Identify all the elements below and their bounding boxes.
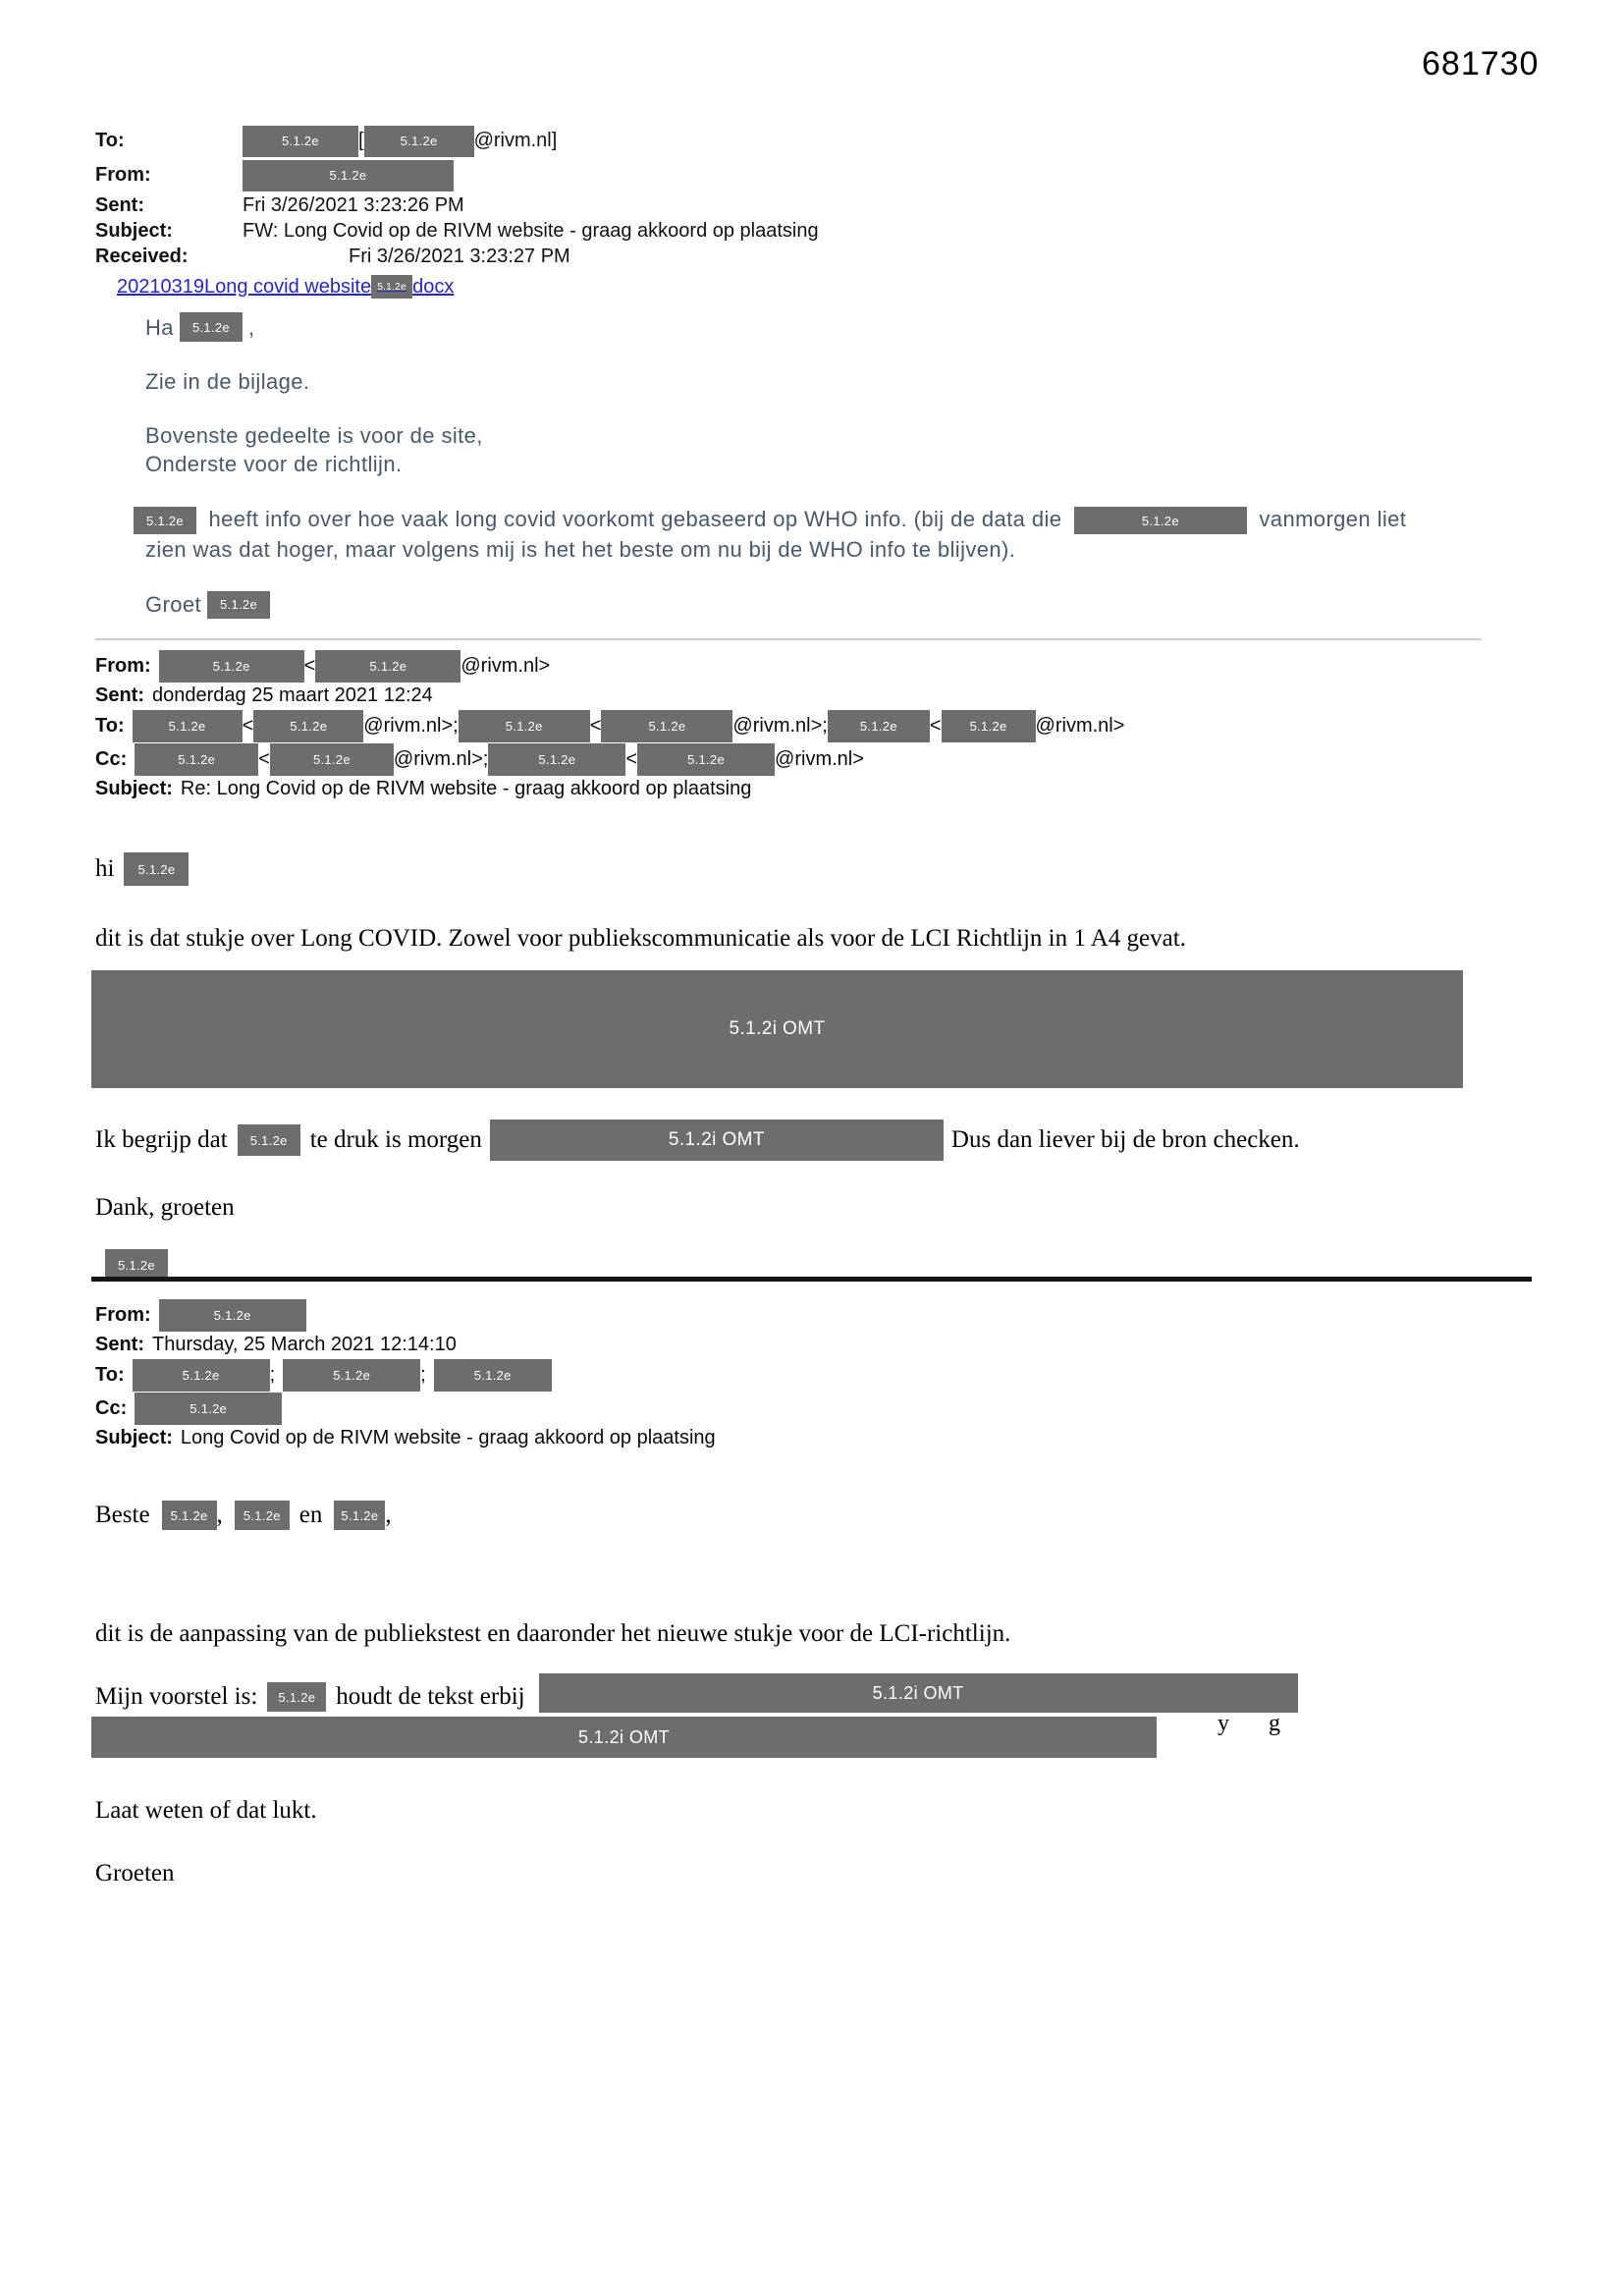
redaction-block-omt: 5.1.2i OMT (490, 1120, 944, 1161)
address-suffix: @rivm.nl> (460, 654, 551, 677)
redaction-box: 5.1.2e (459, 710, 590, 742)
subject-value: FW: Long Covid op de RIVM website - graag akkoord op plaatsing (243, 219, 819, 242)
email2-greeting (95, 852, 1470, 886)
redaction-box: 5.1.2e (364, 126, 474, 157)
redaction-box: 5.1.2e (637, 743, 775, 776)
cc-label: Cc: (95, 747, 128, 770)
attachment-link[interactable] (117, 275, 454, 299)
email2-body (95, 852, 1470, 1281)
email2-paragraph: dit is dat stukje over Long COVID. Zowel voor publiekscommunicatie als voor de LCI Richtlijn in 1 A4 gevat. (95, 925, 1186, 952)
email3-greeting (95, 1501, 1519, 1530)
email3-closing1: Laat weten of dat lukt. (95, 1797, 317, 1824)
attachment-row (117, 275, 1470, 299)
email1-to-row (95, 124, 1470, 158)
email1-subject-row (95, 218, 1470, 244)
sent-value: donderdag 25 maart 2021 12:24 (152, 684, 433, 706)
email3-paragraph: dit is de aanpassing van de publiekstest en daaronder het nieuwe stukje voor de LCI-richtlijn. (95, 1620, 1011, 1647)
email1-header (95, 124, 1470, 299)
redaction-block-omt: 5.1.2i OMT (91, 970, 1463, 1088)
redaction-block-omt: 5.1.2i OMT (539, 1673, 1298, 1713)
from-label: From: (95, 654, 151, 677)
email2-ik-line (95, 1120, 1470, 1161)
address-suffix: @rivm.nl> (775, 747, 864, 770)
received-value: Fri 3/26/2021 3:23:27 PM (349, 245, 570, 267)
closing-text: Groet (145, 592, 202, 618)
sent-label: Sent: (95, 684, 144, 706)
address-suffix: @rivm.nl>; (732, 714, 828, 737)
redaction-box: 5.1.2e (371, 275, 412, 299)
email1-greeting (145, 312, 1412, 342)
greeting-text: hi (95, 855, 115, 882)
email1-paragraph (145, 504, 1412, 565)
redaction-box: 5.1.2e (270, 743, 394, 776)
redaction-box: 5.1.2e (235, 1501, 290, 1530)
email1-from-row (95, 158, 1470, 192)
proposal-mid: houdt de tekst erbij (336, 1683, 525, 1710)
email3-body (95, 1501, 1519, 1887)
redaction-box: 5.1.2e (135, 743, 258, 776)
email3-cc-row (95, 1392, 1548, 1425)
redaction-box: 5.1.2e (243, 160, 454, 191)
cc-label: Cc: (95, 1396, 128, 1419)
semicolon-token: ; (420, 1363, 426, 1386)
redaction-box: 5.1.2e (1074, 507, 1247, 534)
subject-label: Subject: (95, 219, 173, 242)
email2-subject-row (95, 776, 1548, 802)
redaction-box: 5.1.2e (243, 126, 358, 157)
redaction-box: 5.1.2e (159, 650, 304, 683)
paragraph-text-2: vanmorgen liet zien was dat hoger, maar volgens mij is het het beste om nu bij de WHO info te blijven). (145, 507, 1407, 563)
redaction-box: 5.1.2e (601, 710, 732, 742)
redaction-box: 5.1.2e (942, 710, 1036, 742)
sent-value: Thursday, 25 March 2021 12:14:10 (152, 1334, 457, 1355)
ik-prefix: Ik begrijp dat (95, 1126, 228, 1153)
lt-token: < (589, 714, 602, 737)
subject-label: Subject: (95, 1427, 173, 1449)
document-number: 681730 (1422, 45, 1540, 82)
email3-sent-row (95, 1332, 1548, 1358)
lt-token: < (625, 747, 638, 770)
redaction-box: 5.1.2e (180, 312, 243, 342)
email1-closing (145, 590, 1412, 619)
subject-value: Re: Long Covid op de RIVM website - graag akkoord op plaatsing (180, 778, 752, 799)
comma-token: , (385, 1502, 392, 1528)
redaction-box: 5.1.2e (828, 710, 930, 742)
from-label: From: (95, 164, 151, 186)
email1-line1: Zie in de bijlage. (145, 369, 310, 394)
to-label: To: (95, 1363, 125, 1386)
email3-from-row (95, 1298, 1548, 1332)
attachment-name-prefix: 20210319Long covid website (117, 275, 372, 298)
redaction-box: 5.1.2e (133, 710, 243, 742)
proposal-prefix: Mijn voorstel is: (95, 1683, 258, 1710)
comma-token: , (247, 314, 255, 340)
redaction-box: 5.1.2e (133, 1359, 270, 1392)
paragraph-text-1: heeft info over hoe vaak long covid voorkomt gebaseerd op WHO info. (bij de data die (208, 507, 1062, 531)
attachment-name-suffix: docx (412, 275, 455, 298)
lt-token: < (242, 714, 254, 737)
from-label: From: (95, 1303, 151, 1326)
redaction-box: 5.1.2e (488, 743, 625, 776)
to-label: To: (95, 130, 125, 151)
redaction-box: 5.1.2e (267, 1682, 326, 1712)
email3-header (95, 1298, 1548, 1451)
divider-line-dark (91, 1277, 1532, 1282)
subject-value: Long Covid op de RIVM website - graag akkoord op plaatsing (180, 1427, 716, 1449)
redaction-box: 5.1.2e (105, 1249, 168, 1281)
redaction-box: 5.1.2e (162, 1501, 217, 1530)
redaction-box: 5.1.2e (315, 650, 460, 683)
redaction-box: 5.1.2e (207, 591, 270, 619)
redaction-box: 5.1.2e (283, 1359, 420, 1392)
redaction-box: 5.1.2e (135, 1393, 282, 1425)
email3-closing2: Groeten (95, 1860, 175, 1886)
address-suffix: @rivm.nl] (473, 130, 558, 151)
to-label: To: (95, 714, 125, 737)
redaction-block-omt: 5.1.2i OMT (91, 1717, 1157, 1758)
email2-from-row (95, 649, 1548, 683)
email1-line3: Onderste voor de richtlijn. (145, 452, 403, 476)
en-text: en (298, 1502, 323, 1528)
lt-token: < (929, 714, 942, 737)
address-suffix: @rivm.nl>; (393, 747, 489, 770)
sent-label: Sent: (95, 193, 144, 216)
email2-to-row (95, 709, 1548, 742)
greeting-text: Ha (145, 314, 174, 340)
redaction-box: 5.1.2e (334, 1501, 385, 1530)
email3-subject-row (95, 1425, 1548, 1451)
lt-token: < (258, 747, 270, 770)
email2-cc-row (95, 742, 1548, 776)
email2-sent-row (95, 683, 1548, 709)
email3-to-row (95, 1358, 1548, 1392)
lt-token: < (303, 654, 316, 677)
redaction-box: 5.1.2e (434, 1359, 552, 1392)
email1-line2: Bovenste gedeelte is voor de site, (145, 423, 483, 448)
received-label: Received: (95, 245, 189, 267)
email1-body (145, 312, 1412, 619)
address-suffix: @rivm.nl>; (363, 714, 459, 737)
semicolon-token: ; (269, 1363, 276, 1386)
greeting-text: Beste (95, 1502, 150, 1528)
email2-thanks: Dank, groeten (95, 1194, 235, 1221)
comma-token: , (216, 1502, 223, 1528)
redaction-box: 5.1.2e (134, 507, 196, 534)
subject-label: Subject: (95, 778, 173, 799)
sent-value: Fri 3/26/2021 3:23:26 PM (243, 193, 464, 216)
sent-label: Sent: (95, 1334, 144, 1355)
email2-header (95, 649, 1548, 802)
bracket-token: [ (358, 130, 364, 151)
redaction-box: 5.1.2e (159, 1299, 306, 1332)
ik-suffix: Dus dan liever bij de bron checken. (950, 1126, 1300, 1153)
redaction-box: 5.1.2e (238, 1124, 300, 1156)
clipped-text-fragments: y g (1218, 1711, 1280, 1736)
address-suffix: @rivm.nl> (1035, 714, 1125, 737)
email1-sent-row (95, 192, 1470, 218)
redaction-box: 5.1.2e (253, 710, 363, 742)
redaction-box: 5.1.2e (124, 852, 189, 886)
ik-mid: te druk is morgen (309, 1126, 482, 1153)
email1-received-row (95, 244, 1470, 269)
divider-line-light (95, 638, 1482, 640)
